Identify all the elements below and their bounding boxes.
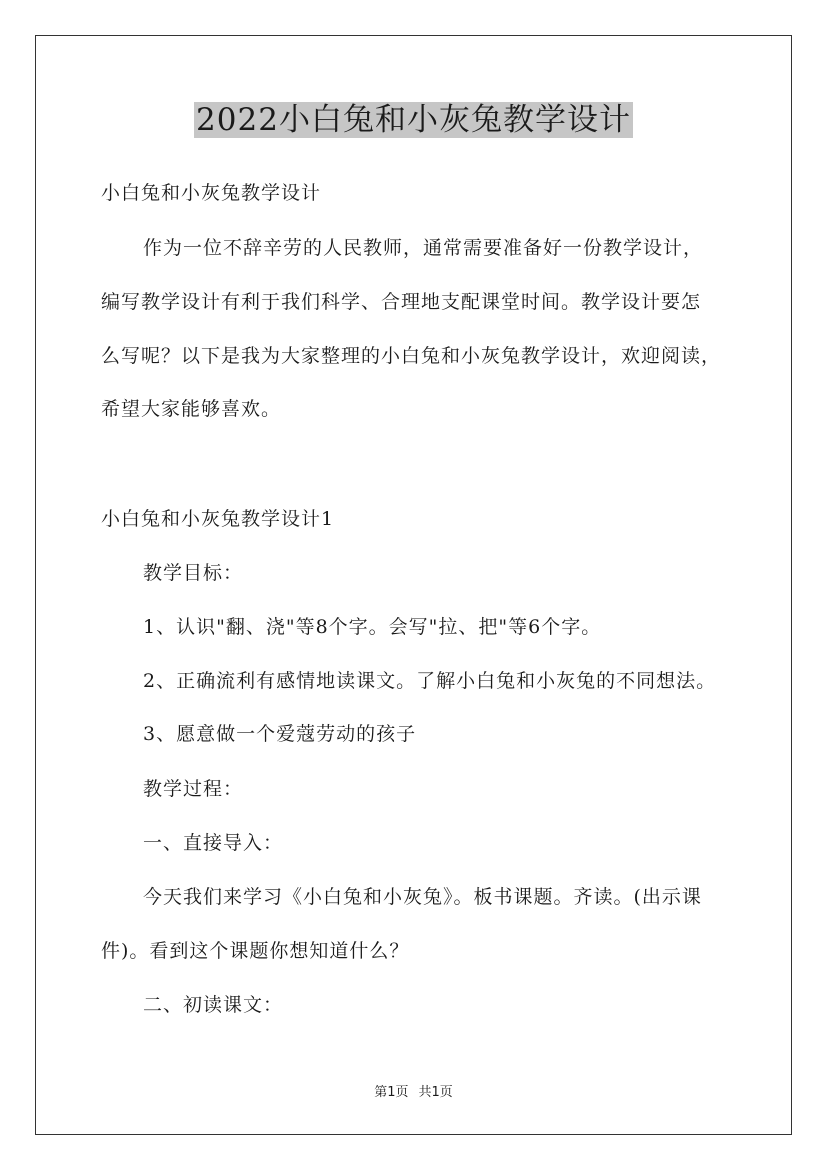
page-number-total: 共1页	[418, 1085, 453, 1100]
goals-label: 教学目标：	[143, 562, 244, 584]
goal-item-2: 2、正确流利有感情地读课文。了解小白兔和小灰兔的不同想法。	[143, 670, 717, 692]
step1-line-2: 件)。看到这个课题你想知道什么？	[101, 940, 410, 962]
document-subtitle: 小白兔和小灰兔教学设计	[101, 182, 322, 204]
step1-label: 一、直接导入：	[143, 832, 284, 854]
title-text: 2022小白兔和小灰兔教学设计	[196, 102, 631, 138]
intro-line-3: 么写呢？以下是我为大家整理的小白兔和小灰兔教学设计，欢迎阅读，	[101, 345, 722, 367]
section-heading: 小白兔和小灰兔教学设计1	[101, 508, 335, 530]
process-label: 教学过程：	[143, 778, 244, 800]
step2-label: 二、初读课文：	[143, 994, 284, 1016]
goal-item-1: 1、认识"翻、浇"等8个字。会写"拉、把"等6个字。	[143, 616, 602, 638]
step1-line-1: 今天我们来学习《小白兔和小灰兔》。板书课题。齐读。(出示课	[143, 886, 702, 908]
page-footer	[0, 1084, 827, 1102]
page-number-current: 第1页	[374, 1085, 409, 1100]
intro-line-1: 作为一位不辞辛劳的人民教师，通常需要准备好一份教学设计，	[143, 237, 704, 259]
intro-line-2: 编写教学设计有利于我们科学、合理地支配课堂时间。教学设计要怎	[101, 291, 702, 313]
intro-line-4: 希望大家能够喜欢。	[101, 398, 282, 420]
goal-item-3: 3、愿意做一个爱蔻劳动的孩子	[143, 723, 417, 745]
document-title	[0, 97, 827, 143]
